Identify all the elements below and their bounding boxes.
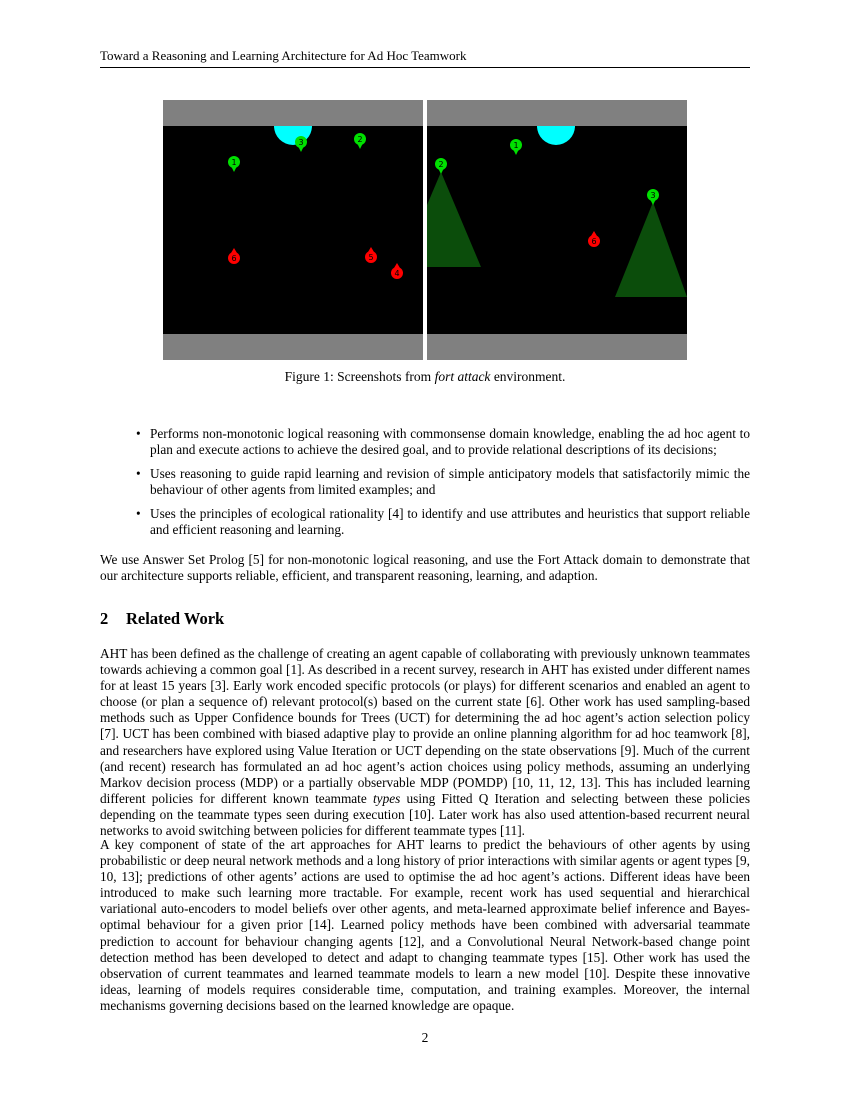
svg-text:1: 1 bbox=[231, 158, 237, 167]
attacker-agent bbox=[228, 248, 240, 264]
guard-range-cone bbox=[615, 202, 687, 297]
guard-agent bbox=[228, 156, 240, 172]
paragraph: AHT has been defined as the challenge of creating an agent capable of collaborating with previously unknown teammates towards achieving a common goal [1]. As described in a recent survey, research in AHT has existed under different names for at least 15 years [3]. Early work encoded specific protocols (or plays) for different scenarios and enabled an agent to choose (or plan a sequence of) relevant protocol(s) based on the current state [6]. Other work has used sampling-based methods such as Upper Confidence bounds for Trees (UCT) for determining the ad hoc agent’s action selection policy [7]. UCT has been combined with biased adaptive play to provide an online planning algorithm for ad hoc teamwork [8], and researchers have explored using Value Iteration or UCT depending on the state observations [9]. Much of the current (and recent) research has formulated an ad hoc agent’s action choices using policy methods, assuming an underlying Markov decision process (MDP) or a partially observable MDP (POMDP) [10, 11, 12, 13]. This has included learning different policies for different known teammate types using Fitted Q Iteration and selecting between these policies depending on the teammate types seen during execution [10]. Later work has also used attention-based recurrent neural networks to avoid switching between policies for different teammate types [11]. bbox=[100, 646, 750, 839]
list-item: • Uses reasoning to guide rapid learning and revision of simple anticipatory models that satisfactorily mimic the behaviour of other agents from limited examples; and bbox=[136, 466, 750, 497]
screenshot-left-canvas bbox=[163, 100, 423, 360]
list-item: • Performs non-monotonic logical reasoning with commonsense domain knowledge, enabling the ad hoc agent to plan and execute actions to achieve the desired goal, and to provide relational descriptions of its decisions; bbox=[136, 426, 750, 457]
contribution-list bbox=[133, 426, 750, 546]
svg-text:1: 1 bbox=[513, 141, 519, 150]
screenshot-left bbox=[163, 100, 423, 360]
guard-range-cone bbox=[427, 172, 481, 267]
screenshot-right-canvas bbox=[427, 100, 687, 360]
running-header: Toward a Reasoning and Learning Architecture for Ad Hoc Teamwork bbox=[100, 48, 750, 68]
svg-text:4: 4 bbox=[394, 269, 400, 278]
guard-agent bbox=[510, 139, 522, 155]
attacker-agent bbox=[588, 231, 600, 247]
section-heading: 2 Related Work bbox=[100, 609, 225, 628]
svg-text:2: 2 bbox=[438, 160, 444, 169]
svg-text:2: 2 bbox=[357, 135, 363, 144]
bullet-icon: • bbox=[136, 426, 141, 441]
guard-agent bbox=[647, 189, 659, 205]
fort-icon bbox=[537, 126, 575, 145]
svg-text:6: 6 bbox=[591, 237, 597, 246]
screenshot-right bbox=[427, 100, 687, 360]
svg-text:6: 6 bbox=[231, 254, 237, 263]
svg-text:5: 5 bbox=[368, 253, 374, 262]
svg-text:3: 3 bbox=[650, 191, 656, 200]
guard-agent bbox=[295, 136, 307, 152]
svg-text:3: 3 bbox=[298, 138, 304, 147]
attacker-agent bbox=[365, 247, 377, 263]
paragraph: We use Answer Set Prolog [5] for non-monotonic logical reasoning, and use the Fort Attack domain to demonstrate that our architecture supports reliable, efficient, and transparent reasoning, learning, and adaption. bbox=[100, 552, 750, 584]
figure-1 bbox=[163, 100, 687, 360]
guard-agent bbox=[354, 133, 366, 149]
guard-agent bbox=[435, 158, 447, 174]
page-number: 2 bbox=[421, 1030, 429, 1045]
paragraph: A key component of state of the art approaches for AHT learns to predict the behaviours of other agents by using probabilistic or deep neural network methods and a long history of prior interactions with similar agents or agent types [9, 10, 13]; predictions of other agents’ actions are used to optimise the ad hoc agent’s actions. Different ideas have been introduced to make such learning more tractable. For example, recent work has used sequential and hierarchical variational auto-encoders to model beliefs over other agents, and meta-learned approximate belief inference and Bayes-optimal behaviour for a given prior [14]. Learned policy methods have been combined with adversarial teammate prediction to account for behaviour changing agents [12], and a Convolutional Neural Network-based change point detection method has been developed to detect and adapt to changing teammate types [15]. Other work has used the observation of current teammates and learned teammate models to learn a new model [10]. Despite these innovative ideas, learning of models requires considerable time, computation, and training examples. Moreover, the internal mechanisms governing decisions based on the learned knowledge are opaque. bbox=[100, 837, 750, 1013]
bullet-icon: • bbox=[136, 466, 141, 481]
list-item: • Uses the principles of ecological rationality [4] to identify and use attributes and heuristics that support reliable and efficient reasoning and learning. bbox=[136, 506, 750, 537]
bullet-icon: • bbox=[136, 506, 141, 521]
attacker-agent bbox=[391, 263, 403, 279]
figure-caption: Figure 1: Screenshots from fort attack environment. bbox=[284, 369, 566, 384]
